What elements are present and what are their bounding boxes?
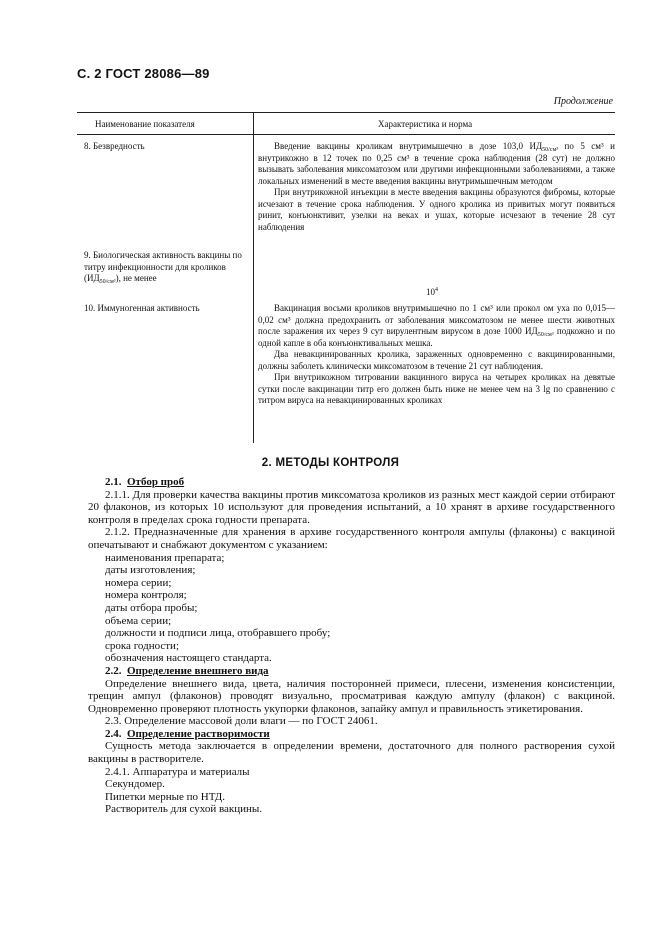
row8-paragraph-2: При внутрикожной инъекции в месте введения вакцины образуются фибромы, которые исчезают в течение срока наблюдения. У одного кролика из привитых могут появиться ринит, конъюнктивит, узелки на веках и ушах, которые исчезают в течение 28 сут наблюдения [258,187,615,232]
section-title: 2. МЕТОДЫ КОНТРОЛЯ [261,457,400,469]
list-item: срока годности; [105,639,180,652]
table-header-rule [77,134,615,135]
row10-name: 10. Иммуногенная активность [84,303,200,313]
list-item: обозначения настоящего стандарта. [105,652,272,665]
row8-paragraph-1: Введение вакцины кроликам внутримышечно в дозе 103,0 $ИД_{50/см^3}$ по 5 см³ и внутрикожно в 12 точек по 0,25 см³ в течение срока наблюдения (28 сут) не должно вызывать заболевания миксоматозом или другими инфекционными заболеваниями, а также локальных изменений в месте введения вакцины внутримышечным методом [258,141,615,186]
list-item: должности и подписи лица, отобравшего пробу; [105,627,331,640]
column-header-norm: Характеристика и норма [378,119,473,129]
list-item: даты изготовления; [105,564,196,577]
row10-paragraph-3: При внутрикожном титровании вакцинного вируса на четырех кроликах на девятые сутки после вакцинации титр его должен быть ниже не менее чем на 3 lg по сравнению с титром вируса на невакцинированных кроликах [258,372,615,405]
continuation-label: Продолжение [553,96,613,107]
row8-text [258,141,615,233]
list-item: наименования препарата; [105,551,225,564]
row9-value: $10^4$ [426,287,438,297]
paragraph-2-4-1: 2.4.1. Аппаратура и материалы [105,765,250,778]
material-item: Пипетки мерные по НТД. [105,790,226,803]
row8-name: 8. Безвредность [84,141,145,151]
row10-text [258,303,615,407]
row9-name: 9. Биологическая активность вакцины по титру инфекционности для кроликов $(ИД_{50/см^3})$, не менее [84,250,242,285]
table-top-rule [77,112,615,113]
list-item: объема серии; [105,614,172,627]
row10-paragraph-2: Два невакцинированных кролика, зараженных одновременно с вакцинированными, должны заболеть клинически миксоматозом в течение 21 сут наблюдения. [258,349,615,371]
column-header-indicator: Наименование показателя [95,119,195,129]
subsection-2-2-heading: 2.2. Определение внешнего вида [105,664,269,677]
paragraph-2-3: 2.3. Определение массовой доли влаги — по ГОСТ 24061. [105,715,378,728]
table-column-divider [253,113,254,443]
section-body [88,476,615,816]
paragraph-2-2: Определение внешнего вида, цвета, наличия посторонней примеси, плесени, изменения консистенции, трещин ампул (флаконов) проводят визуально, просматривая каждую ампулу (флакон) с вакциной. Одновременно проверяют плотность укупорки флаконов, запайку ампул и правильность этикетирования. [88,677,615,715]
list-item: даты отбора пробы; [105,601,198,614]
subsection-2-1-heading: 2.1. Отбор проб [105,476,185,488]
paragraph-2-1-1: 2.1.1. Для проверки качества вакцины против миксоматоза кроликов из разных мест каждой серии отбирают 20 флаконов, из которых 10 используют для проведения испытаний, а 10 хранят в архиве государственного контроля в пределах срока годности препарата. [88,488,615,526]
row10-paragraph-1: Вакцинация восьми кроликов внутримышечно по 1 см³ или прокол ом уха по 0,015—0,02 см³ должна предохранить от заболевания миксоматозом не менее шести животных после заражения их через 9 сут вирулентным вирусом в дозе 1000 $ИД_{50/см^3}$ подкожно и по одной капле в оба конъюнктивальных мешка. [258,303,615,348]
material-item: Секундомер. [105,778,165,791]
paragraph-2-4: Сущность метода заключается в определении времени, достаточного для полного растворения сухой вакцины в растворителе. [88,740,615,766]
subsection-2-4-heading: 2.4. Определение растворимости [105,727,270,740]
material-item: Растворитель для сухой вакцины. [105,803,263,816]
page-header: С. 2 ГОСТ 28086—89 [77,66,210,81]
list-item: номера контроля; [105,589,187,602]
paragraph-2-1-2: 2.1.2. Предназначенные для хранения в архиве государственного контроля ампулы (флаконы) с вакциной опечатывают и снабжают документом с указанием: [88,526,615,551]
list-item: номера серии; [105,576,172,589]
